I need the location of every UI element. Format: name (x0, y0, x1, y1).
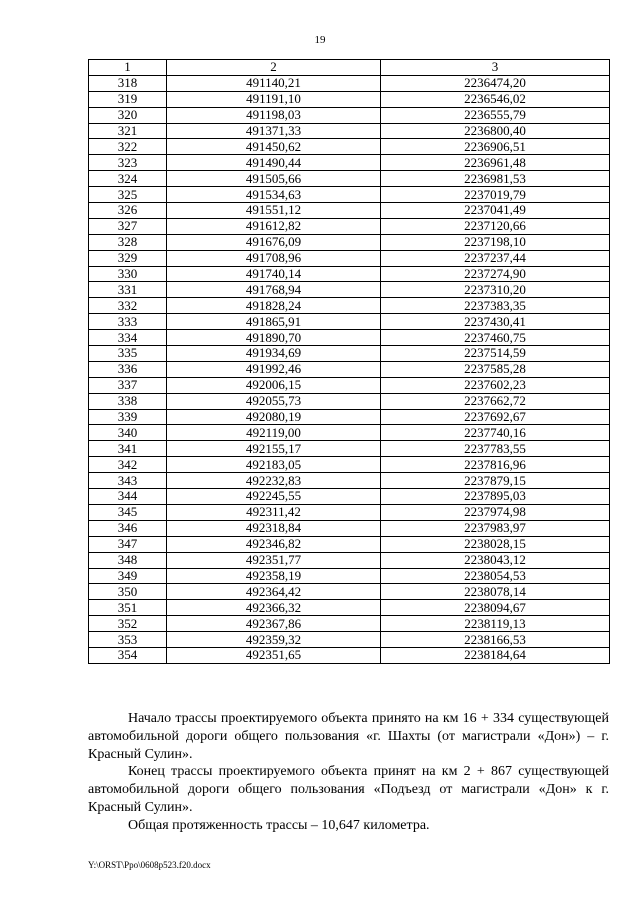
y-coordinate-cell: 2237740,16 (381, 425, 610, 441)
point-number-cell: 337 (89, 377, 167, 393)
y-coordinate-cell: 2238119,13 (381, 616, 610, 632)
x-coordinate-cell: 492155,17 (167, 441, 381, 457)
point-number-cell: 319 (89, 91, 167, 107)
point-number-cell: 327 (89, 218, 167, 234)
point-number-cell: 351 (89, 600, 167, 616)
description-text (88, 710, 609, 835)
x-coordinate-cell: 492366,32 (167, 600, 381, 616)
x-coordinate-cell: 492232,83 (167, 473, 381, 489)
table-row (89, 552, 610, 568)
x-coordinate-cell: 491551,12 (167, 203, 381, 219)
point-number-cell: 323 (89, 155, 167, 171)
table-row (89, 568, 610, 584)
table-row (89, 600, 610, 616)
y-coordinate-cell: 2236555,79 (381, 107, 610, 123)
y-coordinate-cell: 2237430,41 (381, 314, 610, 330)
table-row (89, 218, 610, 234)
x-coordinate-cell: 492318,84 (167, 520, 381, 536)
table-row (89, 346, 610, 362)
y-coordinate-cell: 2238043,12 (381, 552, 610, 568)
x-coordinate-cell: 492367,86 (167, 616, 381, 632)
x-coordinate-cell: 491708,96 (167, 250, 381, 266)
x-coordinate-cell: 492311,42 (167, 504, 381, 520)
table-row (89, 250, 610, 266)
y-coordinate-cell: 2237120,66 (381, 218, 610, 234)
y-coordinate-cell: 2237879,15 (381, 473, 610, 489)
x-coordinate-cell: 492359,32 (167, 632, 381, 648)
x-coordinate-cell: 492080,19 (167, 409, 381, 425)
paragraph-total-length: Общая протяженность трассы – 10,647 километра. (128, 817, 430, 833)
table-row (89, 266, 610, 282)
y-coordinate-cell: 2236906,51 (381, 139, 610, 155)
x-coordinate-cell: 491768,94 (167, 282, 381, 298)
table-row (89, 647, 610, 663)
y-coordinate-cell: 2237895,03 (381, 489, 610, 505)
y-coordinate-cell: 2236961,48 (381, 155, 610, 171)
table-row (89, 584, 610, 600)
x-coordinate-cell: 492245,55 (167, 489, 381, 505)
x-coordinate-cell: 492006,15 (167, 377, 381, 393)
x-coordinate-cell: 491828,24 (167, 298, 381, 314)
y-coordinate-cell: 2238078,14 (381, 584, 610, 600)
x-coordinate-cell: 491371,33 (167, 123, 381, 139)
table-row (89, 457, 610, 473)
y-coordinate-cell: 2237585,28 (381, 361, 610, 377)
table-row (89, 473, 610, 489)
point-number-cell: 340 (89, 425, 167, 441)
y-coordinate-cell: 2237019,79 (381, 187, 610, 203)
x-coordinate-cell: 491198,03 (167, 107, 381, 123)
table-row (89, 489, 610, 505)
x-coordinate-cell: 491865,91 (167, 314, 381, 330)
y-coordinate-cell: 2237783,55 (381, 441, 610, 457)
table-row (89, 155, 610, 171)
y-coordinate-cell: 2238166,53 (381, 632, 610, 648)
table-row (89, 377, 610, 393)
point-number-cell: 342 (89, 457, 167, 473)
table-row (89, 187, 610, 203)
point-number-cell: 344 (89, 489, 167, 505)
table-body (89, 75, 610, 663)
x-coordinate-cell: 492055,73 (167, 393, 381, 409)
y-coordinate-cell: 2237198,10 (381, 234, 610, 250)
table-row (89, 75, 610, 91)
table-row (89, 234, 610, 250)
y-coordinate-cell: 2237602,23 (381, 377, 610, 393)
x-coordinate-cell: 491992,46 (167, 361, 381, 377)
point-number-cell: 334 (89, 330, 167, 346)
footer-file-path: Y:\ORST\Ppo\0608p523.f20.docx (88, 860, 211, 870)
point-number-cell: 346 (89, 520, 167, 536)
point-number-cell: 321 (89, 123, 167, 139)
point-number-cell: 343 (89, 473, 167, 489)
y-coordinate-cell: 2237974,98 (381, 504, 610, 520)
table-row (89, 282, 610, 298)
y-coordinate-cell: 2237274,90 (381, 266, 610, 282)
y-coordinate-cell: 2237460,75 (381, 330, 610, 346)
point-number-cell: 324 (89, 171, 167, 187)
y-coordinate-cell: 2236981,53 (381, 171, 610, 187)
coordinates-table (88, 59, 610, 664)
table-row (89, 425, 610, 441)
table-row (89, 520, 610, 536)
table-row (89, 139, 610, 155)
y-coordinate-cell: 2237514,59 (381, 346, 610, 362)
point-number-cell: 354 (89, 647, 167, 663)
y-coordinate-cell: 2236474,20 (381, 75, 610, 91)
table-row (89, 123, 610, 139)
point-number-cell: 326 (89, 203, 167, 219)
point-number-cell: 322 (89, 139, 167, 155)
x-coordinate-cell: 491490,44 (167, 155, 381, 171)
y-coordinate-cell: 2237041,49 (381, 203, 610, 219)
point-number-cell: 349 (89, 568, 167, 584)
table-row (89, 203, 610, 219)
column-header: 3 (381, 60, 610, 76)
x-coordinate-cell: 492351,65 (167, 647, 381, 663)
table-row (89, 298, 610, 314)
x-coordinate-cell: 491450,62 (167, 139, 381, 155)
y-coordinate-cell: 2237383,35 (381, 298, 610, 314)
x-coordinate-cell: 491505,66 (167, 171, 381, 187)
x-coordinate-cell: 492358,19 (167, 568, 381, 584)
point-number-cell: 330 (89, 266, 167, 282)
y-coordinate-cell: 2236800,40 (381, 123, 610, 139)
y-coordinate-cell: 2236546,02 (381, 91, 610, 107)
table-row (89, 616, 610, 632)
y-coordinate-cell: 2238054,53 (381, 568, 610, 584)
table-row (89, 91, 610, 107)
x-coordinate-cell: 491534,63 (167, 187, 381, 203)
y-coordinate-cell: 2238094,67 (381, 600, 610, 616)
x-coordinate-cell: 491191,10 (167, 91, 381, 107)
point-number-cell: 329 (89, 250, 167, 266)
table-row (89, 632, 610, 648)
x-coordinate-cell: 491740,14 (167, 266, 381, 282)
x-coordinate-cell: 491612,82 (167, 218, 381, 234)
point-number-cell: 352 (89, 616, 167, 632)
table-row (89, 361, 610, 377)
paragraph-route-start: Начало трассы проектируемого объекта принято на км 16 + 334 существующей автомобильной дороги общего пользования «г. Шахты (от магистрали «Дон») – г. Красный Сулин». (88, 711, 609, 762)
y-coordinate-cell: 2237237,44 (381, 250, 610, 266)
column-header: 2 (167, 60, 381, 76)
y-coordinate-cell: 2238028,15 (381, 536, 610, 552)
y-coordinate-cell: 2237983,97 (381, 520, 610, 536)
column-header: 1 (89, 60, 167, 76)
table-header-row (89, 60, 610, 76)
x-coordinate-cell: 492183,05 (167, 457, 381, 473)
x-coordinate-cell: 492119,00 (167, 425, 381, 441)
point-number-cell: 335 (89, 346, 167, 362)
point-number-cell: 339 (89, 409, 167, 425)
point-number-cell: 336 (89, 361, 167, 377)
point-number-cell: 338 (89, 393, 167, 409)
point-number-cell: 353 (89, 632, 167, 648)
x-coordinate-cell: 491934,69 (167, 346, 381, 362)
point-number-cell: 333 (89, 314, 167, 330)
point-number-cell: 345 (89, 504, 167, 520)
point-number-cell: 325 (89, 187, 167, 203)
point-number-cell: 341 (89, 441, 167, 457)
table-row (89, 409, 610, 425)
table-row (89, 171, 610, 187)
point-number-cell: 331 (89, 282, 167, 298)
point-number-cell: 350 (89, 584, 167, 600)
table-row (89, 536, 610, 552)
table-row (89, 504, 610, 520)
point-number-cell: 348 (89, 552, 167, 568)
point-number-cell: 320 (89, 107, 167, 123)
point-number-cell: 332 (89, 298, 167, 314)
table-row (89, 393, 610, 409)
y-coordinate-cell: 2237692,67 (381, 409, 610, 425)
point-number-cell: 347 (89, 536, 167, 552)
page-number: 19 (314, 34, 326, 46)
x-coordinate-cell: 492364,42 (167, 584, 381, 600)
x-coordinate-cell: 491140,21 (167, 75, 381, 91)
table-row (89, 107, 610, 123)
y-coordinate-cell: 2238184,64 (381, 647, 610, 663)
x-coordinate-cell: 491890,70 (167, 330, 381, 346)
y-coordinate-cell: 2237310,20 (381, 282, 610, 298)
y-coordinate-cell: 2237816,96 (381, 457, 610, 473)
paragraph-route-end: Конец трассы проектируемого объекта принят на км 2 + 867 существующей автомобильной дороги общего пользования «Подъезд от магистрали «Дон» к г. Красный Сулин». (88, 764, 609, 815)
point-number-cell: 328 (89, 234, 167, 250)
x-coordinate-cell: 491676,09 (167, 234, 381, 250)
y-coordinate-cell: 2237662,72 (381, 393, 610, 409)
table-row (89, 330, 610, 346)
table-row (89, 314, 610, 330)
x-coordinate-cell: 492351,77 (167, 552, 381, 568)
point-number-cell: 318 (89, 75, 167, 91)
x-coordinate-cell: 492346,82 (167, 536, 381, 552)
table-row (89, 441, 610, 457)
